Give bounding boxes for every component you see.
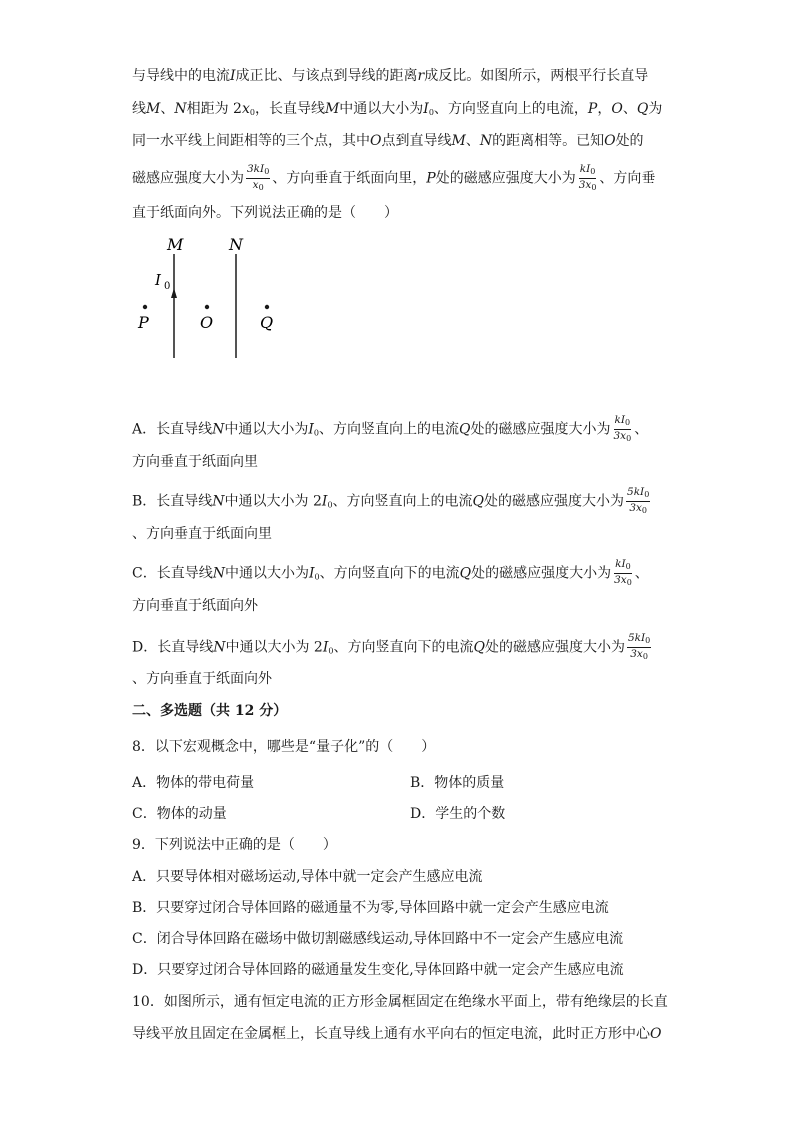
fraction-kI0-over-3x0: $\frac{kI_0}{3x_0}$ xyxy=(613,414,632,443)
fraction-5kI0-over-3x0: $\frac{5kI_0}{3x_0}$ xyxy=(627,632,651,661)
current-up-arrow-icon xyxy=(171,288,177,298)
point-O-dot xyxy=(205,305,209,309)
point-Q-label: Q xyxy=(260,313,274,332)
q9-option-D[interactable]: D．只要穿过闭合导体回路的磁通量发生变化,导体回路中就一定会产生感应电流 xyxy=(132,962,624,978)
q7-stem-line-5: 直于纸面向外。下列说法正确的是（ ） xyxy=(132,205,398,221)
q7-option-D[interactable]: D．长直导线N中通以大小为 $2I_0$、方向竖直向下的电流Q处的磁感应强度大小为 $\frac{5kI_0}{3x_0}$ xyxy=(132,632,651,661)
q7-option-B-line-2: 、方向垂直于纸面向里 xyxy=(132,526,272,542)
q7-stem-line-4: 磁感应强度大小为 $\frac{3kI_0}{x_0}$ 、方向垂直于纸面向里，P处的磁感应强度大小为 $\frac{kI_0}{3x_0}$ 、方向垂 xyxy=(132,163,656,192)
q8-stem: 8．以下宏观概念中，哪些是“量子化”的（ ） xyxy=(132,739,436,755)
q9-stem: 9．下列说法中正确的是（ ） xyxy=(132,837,337,853)
fraction-5kI0-over-3x0: $\frac{5kI_0}{3x_0}$ xyxy=(627,486,650,515)
q7-stem-line-2: 线M、N相距为 $2x_0$，长直导线M中通以大小为$I_0$、方向竖直向上的电流，P，O、Q为 xyxy=(132,101,663,117)
point-P-dot xyxy=(143,305,147,309)
q8-option-A[interactable]: A．物体的带电荷量 xyxy=(132,775,255,791)
point-P-label: P xyxy=(138,313,149,332)
q7-option-D-line-2: 、方向垂直于纸面向外 xyxy=(132,671,272,687)
section-heading: 二、多选题（共 12 分） xyxy=(132,703,288,719)
q8-option-B[interactable]: B．物体的质量 xyxy=(410,775,505,791)
q10-stem-line-2: 导线平放且固定在金属框上，长直导线上通有水平向右的恒定电流，此时正方形中心O xyxy=(132,1026,662,1042)
q7-option-C-line-2: 方向垂直于纸面向外 xyxy=(132,598,258,614)
fraction-3kI0-over-x0: $\frac{3kI_0}{x_0}$ xyxy=(247,163,270,192)
q9-option-B[interactable]: B．只要穿过闭合导体回路的磁通量不为零,导体回路中就一定会产生感应电流 xyxy=(132,900,609,916)
q7-option-C[interactable]: C．长直导线N中通以大小为$I_0$、方向竖直向下的电流Q处的磁感应强度大小为 $\frac{kI_0}{3x_0}$ 、 xyxy=(132,558,649,587)
wire-M-label: M xyxy=(167,235,184,254)
wire-N-label: N xyxy=(229,235,243,254)
q9-option-A[interactable]: A．只要导体相对磁场运动,导体中就一定会产生感应电流 xyxy=(132,869,483,885)
q9-option-C[interactable]: C．闭合导体回路在磁场中做切割磁感线运动,导体回路中不一定会产生感应电流 xyxy=(132,931,624,947)
q8-option-D[interactable]: D．学生的个数 xyxy=(410,806,506,822)
point-O-label: O xyxy=(200,313,214,332)
q7-option-A-line-2: 方向垂直于纸面向里 xyxy=(132,454,258,470)
q10-stem-line-1: 10．如图所示，通有恒定电流的正方形金属框固定在绝缘水平面上，带有绝缘层的长直 xyxy=(132,994,668,1010)
fraction-kI0-over-3x0: $\frac{kI_0}{3x_0}$ xyxy=(578,163,597,192)
q7-stem-line-1: 与导线中的电流I成正比、与该点到导线的距离r成反比。如图所示，两根平行长直导 xyxy=(132,68,649,84)
q7-option-A[interactable]: A．长直导线N中通以大小为$I_0$、方向竖直向上的电流Q处的磁感应强度大小为 $\frac{kI_0}{3x_0}$ 、 xyxy=(132,414,649,443)
current-label-subscript: 0 xyxy=(164,281,171,292)
q7-stem-line-3: 同一水平线上间距相等的三个点，其中O点到直导线M、N的距离相等。已知O处的 xyxy=(132,133,644,149)
q8-option-C[interactable]: C．物体的动量 xyxy=(132,806,227,822)
fraction-kI0-over-3x0: $\frac{kI_0}{3x_0}$ xyxy=(614,558,632,587)
point-Q-dot xyxy=(265,305,269,309)
current-label: I xyxy=(155,271,161,289)
parallel-wires-figure xyxy=(130,232,290,364)
q7-option-B[interactable]: B．长直导线N中通以大小为 $2I_0$、方向竖直向上的电流Q处的磁感应强度大小为 $\frac{5kI_0}{3x_0}$ xyxy=(132,486,650,515)
